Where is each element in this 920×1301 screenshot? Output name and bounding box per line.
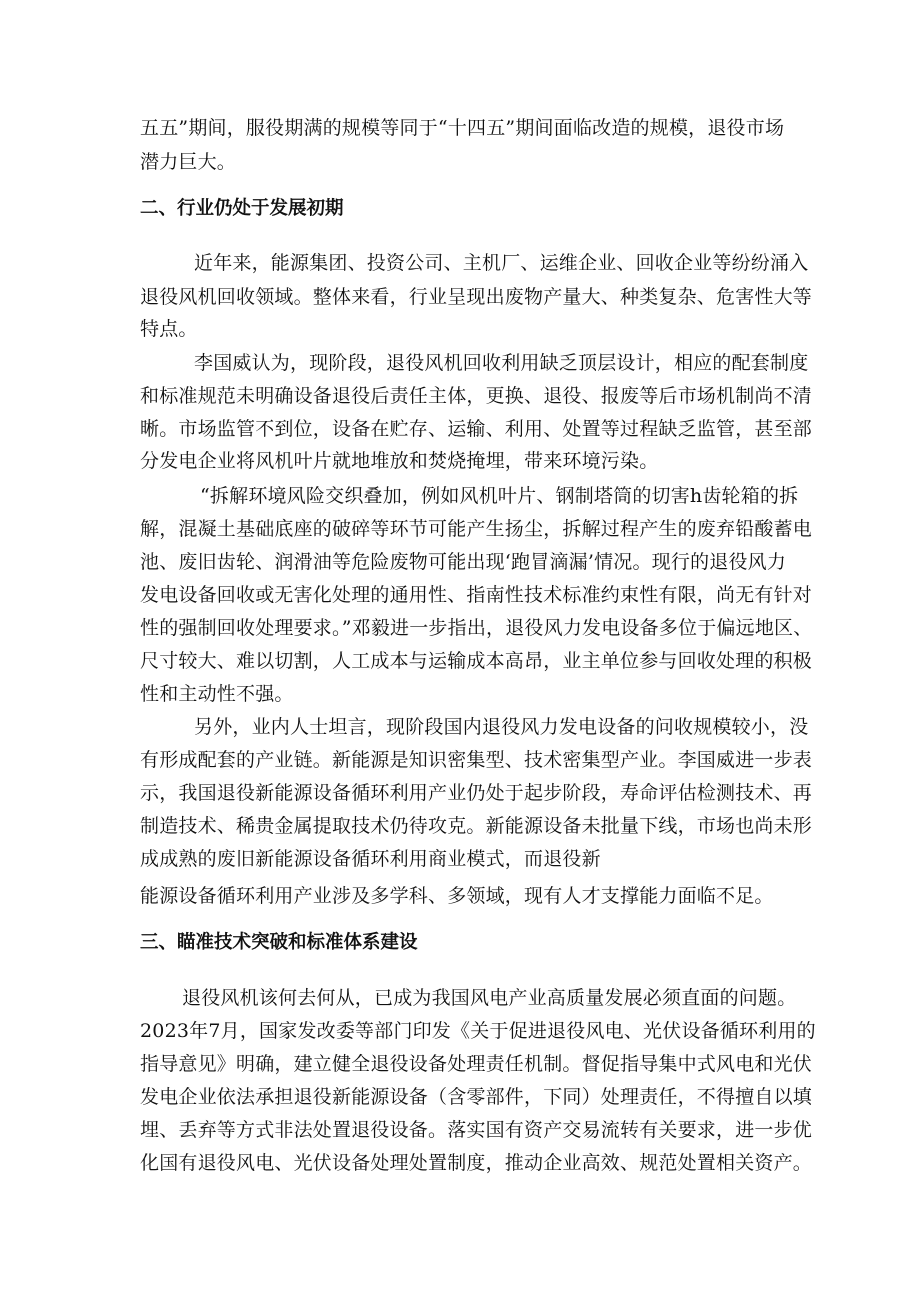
- paragraph-line: 特点。: [140, 318, 198, 340]
- paragraph-line: 晰。市场监管不到位，设备在贮存、运输、利用、处置等过程缺乏监管，甚至部: [140, 418, 813, 440]
- paragraph-line: 和标准规范未明确设备退役后责任主体，更换、退役、报废等后市场机制尚不清: [140, 385, 813, 407]
- paragraph-line: 制造技术、稀贵金属提取技术仍待攻克。新能源设备未批量下线，市场也尚未形: [140, 815, 813, 837]
- paragraph-line: 退役风机该何去何从，已成为我国风电产业高质量发展必须直面的问题。: [182, 987, 797, 1009]
- section-heading: 三、瞄准技术突破和标准体系建设: [140, 932, 418, 953]
- paragraph-line: 成成熟的废旧新能源设备循环利用商业模式，而退役新: [140, 848, 601, 870]
- paragraph-line: 指导意见》明确，建立健全退役设备处理责任机制。督促指导集中式风电和光伏: [140, 1053, 813, 1075]
- paragraph-line: 池、废旧齿轮、润滑油等危险废物可能出现‘跑冒滴漏’情况。现行的退役风力: [140, 551, 787, 573]
- paragraph-line: 化国有退役风电、光伏设备处理处置制度，推动企业高效、规范处置相关资产。: [140, 1152, 813, 1174]
- paragraph-line: 2023年7月，国家发改委等部门印发《关于促进退役风电、光伏设备循环利用的: [140, 1020, 816, 1042]
- paragraph-line: 性和主动性不强。: [140, 683, 294, 705]
- paragraph-line: 五五”期间，服役期满的规模等同于“十四五”期间面临改造的规模，退役市场: [140, 117, 785, 139]
- paragraph-line: 解，混凝土基础底座的破碎等环节可能产生扬尘，拆解过程产生的废弃铅酸蓄电: [140, 518, 813, 540]
- paragraph-line: 埋、丢弃等方式非法处置退役设备。落实国有资产交易流转有关要求，进一步优: [140, 1119, 813, 1141]
- paragraph-line: 示，我国退役新能源设备循环利用产业仍处于起步阶段，寿命评估检测技术、再: [140, 782, 813, 804]
- paragraph-line: 另外，业内人士坦言，现阶段国内退役风力发电设备的问收规模较小，没: [194, 716, 809, 738]
- paragraph-line: 能源设备循环利用产业涉及多学科、多领域，现有人才支撑能力面临不足。: [140, 885, 774, 907]
- paragraph-line: 近年来，能源集团、投资公司、主机厂、运维企业、回收企业等纷纷涌入: [194, 252, 809, 274]
- paragraph-line: 李国威认为，现阶段，退役风机回收利用缺乏顶层设计，相应的配套制度: [194, 352, 809, 374]
- paragraph-line: 发电设备回收或无害化处理的通用性、指南性技术标准约束性有限，尚无有针对: [140, 584, 813, 606]
- paragraph-line: 潜力巨大。: [140, 151, 237, 173]
- paragraph-line: 尺寸较大、难以切割，人工成本与运输成本高昂，业主单位参与回收处理的积极: [140, 650, 813, 672]
- paragraph-line: “拆解环境风险交织叠加，例如风机叶片、钢制塔筒的切害h齿轮箱的拆: [200, 485, 799, 507]
- paragraph-line: 发电企业依法承担退役新能源设备（含零部件，下同）处理责任，不得擅自以填: [140, 1086, 813, 1108]
- section-heading: 二、行业仍处于发展初期: [140, 198, 344, 219]
- paragraph-line: 有形成配套的产业链。新能源是知识密集型、技术密集型产业。李国威进一步表: [140, 749, 813, 771]
- paragraph-line: 退役风机回收领域。整体来看，行业呈现出废物产量大、种类复杂、危害性大等: [140, 286, 813, 308]
- paragraph-line: 分发电企业将风机叶片就地堆放和焚烧掩埋，带来环境污染。: [140, 450, 659, 472]
- paragraph-line: 性的强制回收处理要求。”邓毅进一步指出，退役风力发电设备多位于偏远地区、: [140, 617, 813, 639]
